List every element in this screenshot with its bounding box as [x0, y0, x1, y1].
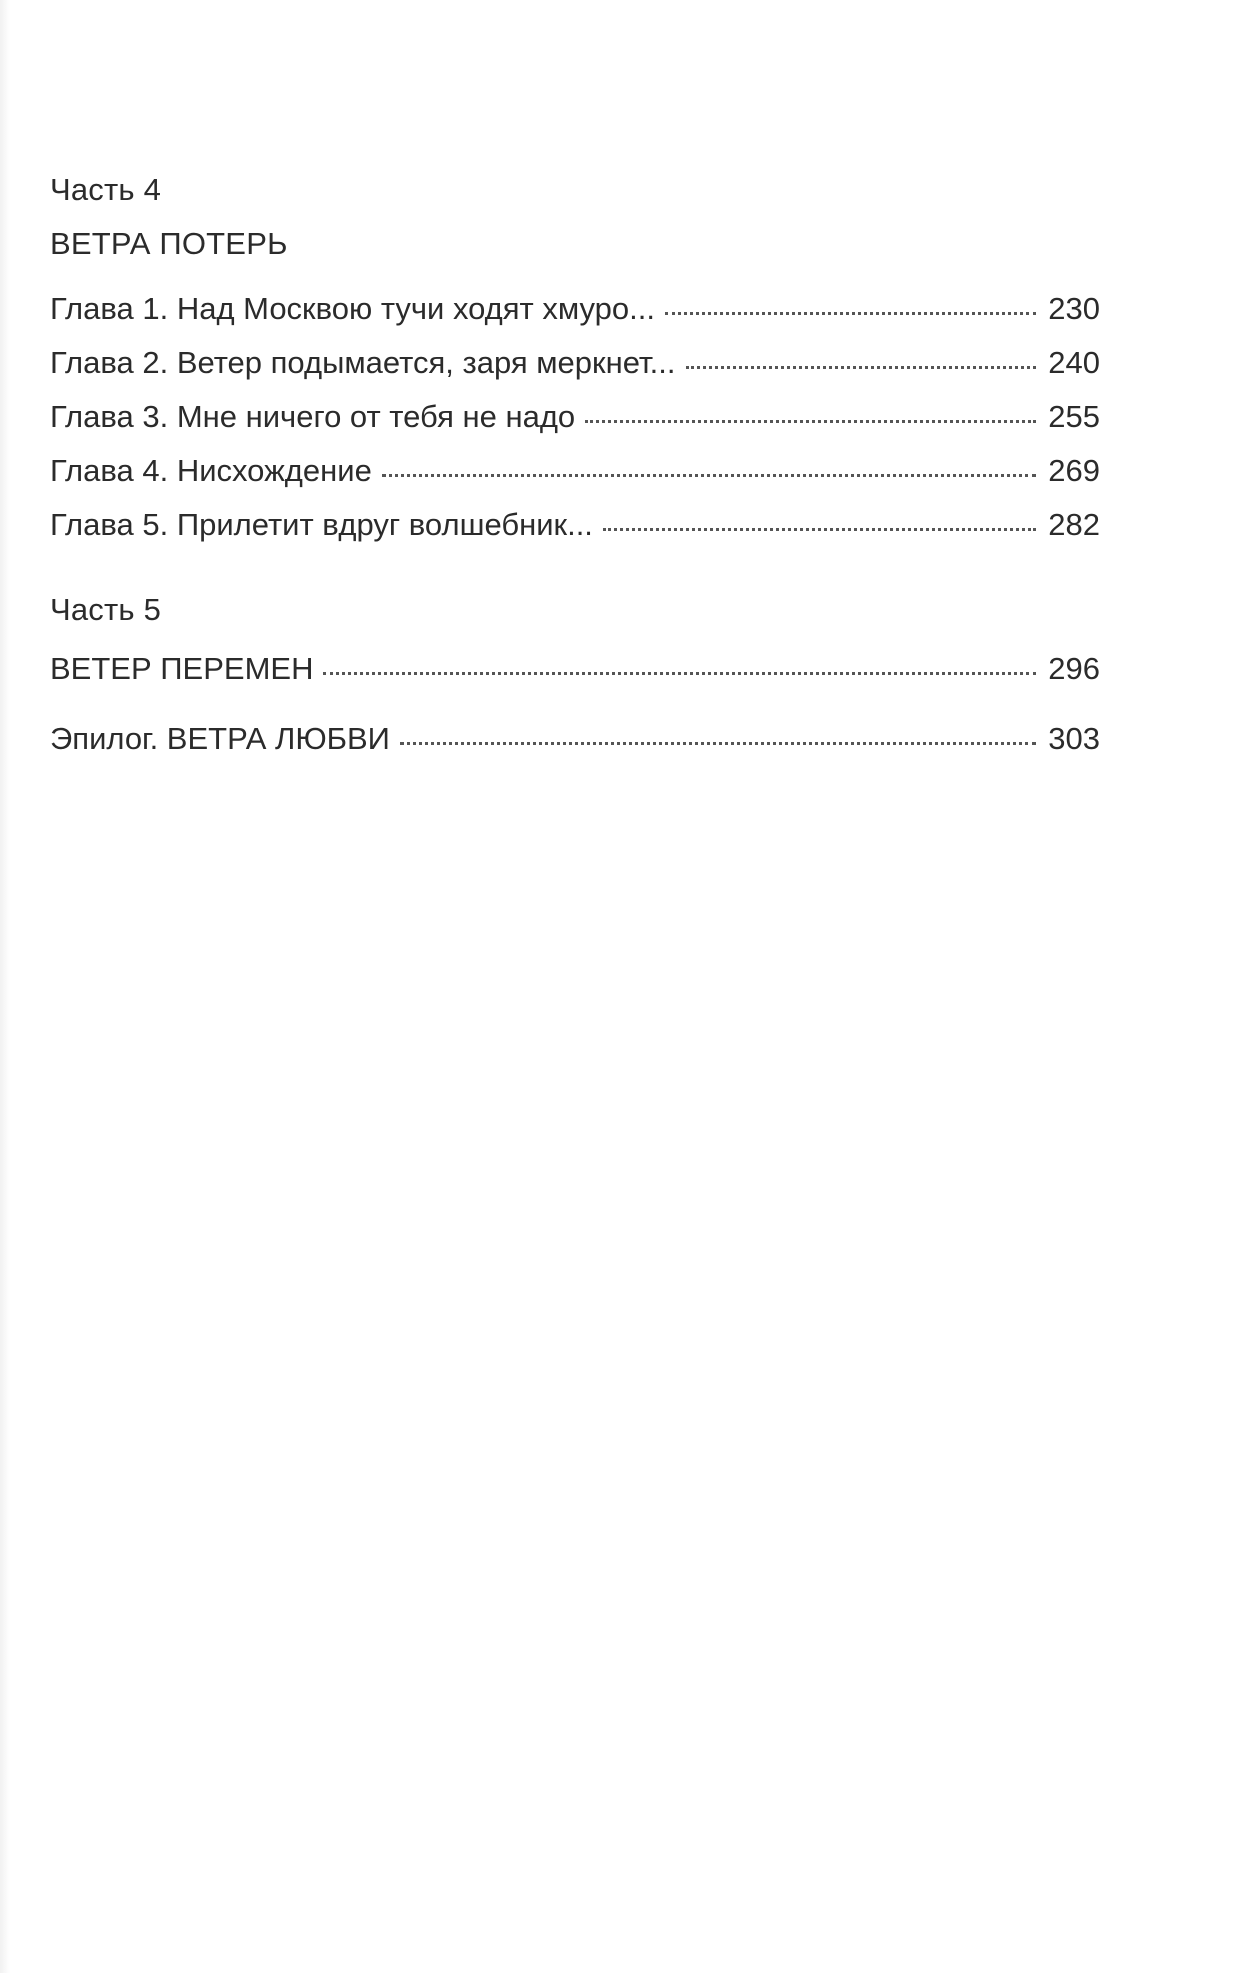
toc-entry-chapter-2: [50, 338, 1100, 378]
toc-entry-page: 296: [1048, 651, 1100, 686]
toc-entry-page: 269: [1048, 453, 1100, 488]
toc-entry-chapter-3: [50, 392, 1100, 432]
toc-entry-chapter-4: [50, 446, 1100, 486]
toc-entry-title: Глава 2. Ветер подымается, заря меркнет...: [50, 345, 676, 380]
toc-entry-title: Эпилог. ВЕТРА ЛЮБВИ: [50, 721, 390, 756]
dot-leader: [323, 640, 1036, 675]
dot-leader: [603, 496, 1036, 531]
dot-leader: [585, 388, 1036, 423]
part-4-title: ВЕТРА ПОТЕРЬ: [50, 226, 288, 261]
toc-entry-page: 303: [1048, 721, 1100, 756]
toc-entry-page: 282: [1048, 507, 1100, 542]
table-of-contents: [50, 170, 1100, 754]
toc-entry-title: ВЕТЕР ПЕРЕМЕН: [50, 651, 314, 686]
page-edge-shadow: [0, 0, 10, 1973]
part-5-label: Часть 5: [50, 592, 162, 627]
dot-leader: [382, 442, 1036, 477]
toc-entry-page: 230: [1048, 291, 1100, 326]
toc-entry-title: Глава 5. Прилетит вдруг волшебник...: [50, 507, 593, 542]
toc-entry-part-5: [50, 644, 1100, 684]
toc-entry-title: Глава 4. Нисхождение: [50, 453, 372, 488]
toc-entry-page: 255: [1048, 399, 1100, 434]
toc-entry-title: Глава 1. Над Москвою тучи ходят хмуро...: [50, 291, 655, 326]
toc-entry-title: Глава 3. Мне ничего от тебя не надо: [50, 399, 576, 434]
toc-entry-epilog: [50, 714, 1100, 754]
dot-leader: [400, 710, 1036, 745]
toc-entry-page: 240: [1048, 345, 1100, 380]
dot-leader: [665, 280, 1036, 315]
toc-entry-chapter-1: [50, 284, 1100, 324]
toc-entry-chapter-5: [50, 500, 1100, 540]
dot-leader: [686, 334, 1036, 369]
part-4-label: Часть 4: [50, 172, 162, 207]
